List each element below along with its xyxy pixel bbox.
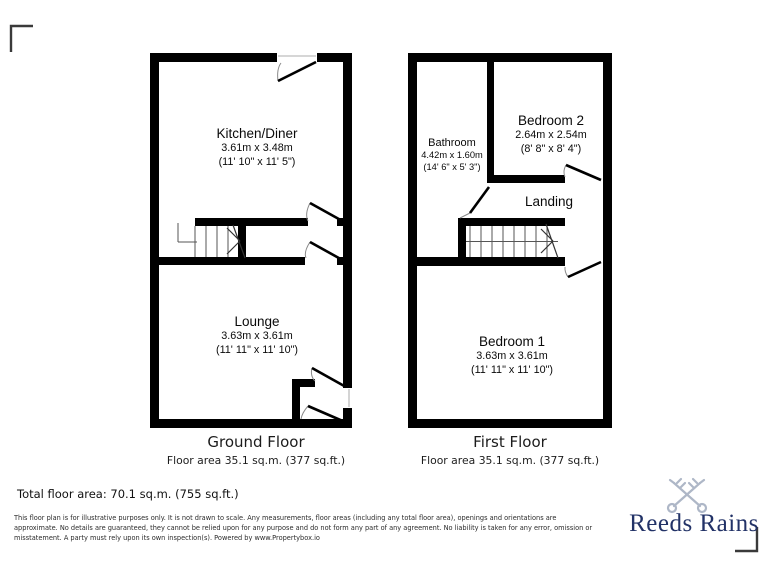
room-dim-metric: 4.42m x 1.60m xyxy=(421,150,483,161)
room-label-bedroom-1 xyxy=(471,333,553,378)
room-dim-imperial: (11' 11" x 11' 10") xyxy=(215,344,299,357)
room-name: Landing xyxy=(524,194,574,209)
room-label-lounge xyxy=(216,313,298,358)
room-label-landing xyxy=(525,193,573,210)
room-name: Lounge xyxy=(234,314,280,329)
room-dim-imperial: (11' 11" x 11' 10") xyxy=(470,364,554,377)
room-name: Bathroom xyxy=(428,137,476,149)
corner-bracket-top-left xyxy=(11,26,33,52)
floor-area-text: Floor area 35.1 sq.m. (377 sq.ft.) xyxy=(166,454,346,467)
room-dim-imperial: (8' 8" x 8' 4") xyxy=(520,143,582,156)
room-name: Bedroom 1 xyxy=(478,334,546,349)
hall-to-lounge-door xyxy=(305,242,346,262)
room-dim-imperial: (11' 10" x 11' 5") xyxy=(218,156,296,169)
room-name: Kitchen/Diner xyxy=(216,126,298,141)
hall-to-kitchen-door xyxy=(307,203,346,223)
reeds-rains-logo-text: Reeds Rains xyxy=(629,510,759,537)
bedroom1-door xyxy=(565,262,601,277)
ground-floor-walls xyxy=(150,53,352,428)
floor-title: Ground Floor xyxy=(207,433,305,451)
room-dim-metric: 2.64m x 2.54m xyxy=(515,129,587,142)
room-dim-metric: 3.61m x 3.48m xyxy=(221,142,293,155)
ground-floor-stairs xyxy=(178,223,245,258)
first-floor-stairs xyxy=(466,224,558,258)
floor-title: First Floor xyxy=(473,433,547,451)
first-floor-caption xyxy=(421,433,599,467)
room-dim-metric: 3.63m x 3.61m xyxy=(476,350,548,363)
reeds-rains-logo xyxy=(624,479,764,538)
room-name: Bedroom 2 xyxy=(517,113,585,128)
kitchen-entry-door xyxy=(278,62,316,81)
room-dim-imperial: (14' 6" x 5' 3") xyxy=(423,161,481,172)
total-floor-area: Total floor area: 70.1 sq.m. (755 sq.ft.) xyxy=(17,487,239,501)
room-label-bathroom xyxy=(421,136,483,174)
back-door-upper xyxy=(311,368,346,387)
room-label-bedroom-2 xyxy=(515,112,586,157)
ground-floor-caption xyxy=(167,433,345,467)
floor-area-text: Floor area 35.1 sq.m. (377 sq.ft.) xyxy=(420,454,600,467)
disclaimer-text: This floor plan is for illustrative purposes only. It is not drawn to scale. Any measurements, floor areas (including any total floor area), openings and orientations are approximate. No details are guaranteed, they cannot be relied upon for any purpose and do not form any part of any agreement. No liability is taken for any error, omission or misstatement. A party must rely upon its own inspection(s). Powered by www.Propertybox.io xyxy=(14,514,593,542)
room-label-kitchen-diner xyxy=(216,125,297,170)
bedroom2-door xyxy=(564,165,601,180)
bathroom-door xyxy=(460,187,489,218)
room-dim-metric: 3.63m x 3.61m xyxy=(221,330,293,343)
